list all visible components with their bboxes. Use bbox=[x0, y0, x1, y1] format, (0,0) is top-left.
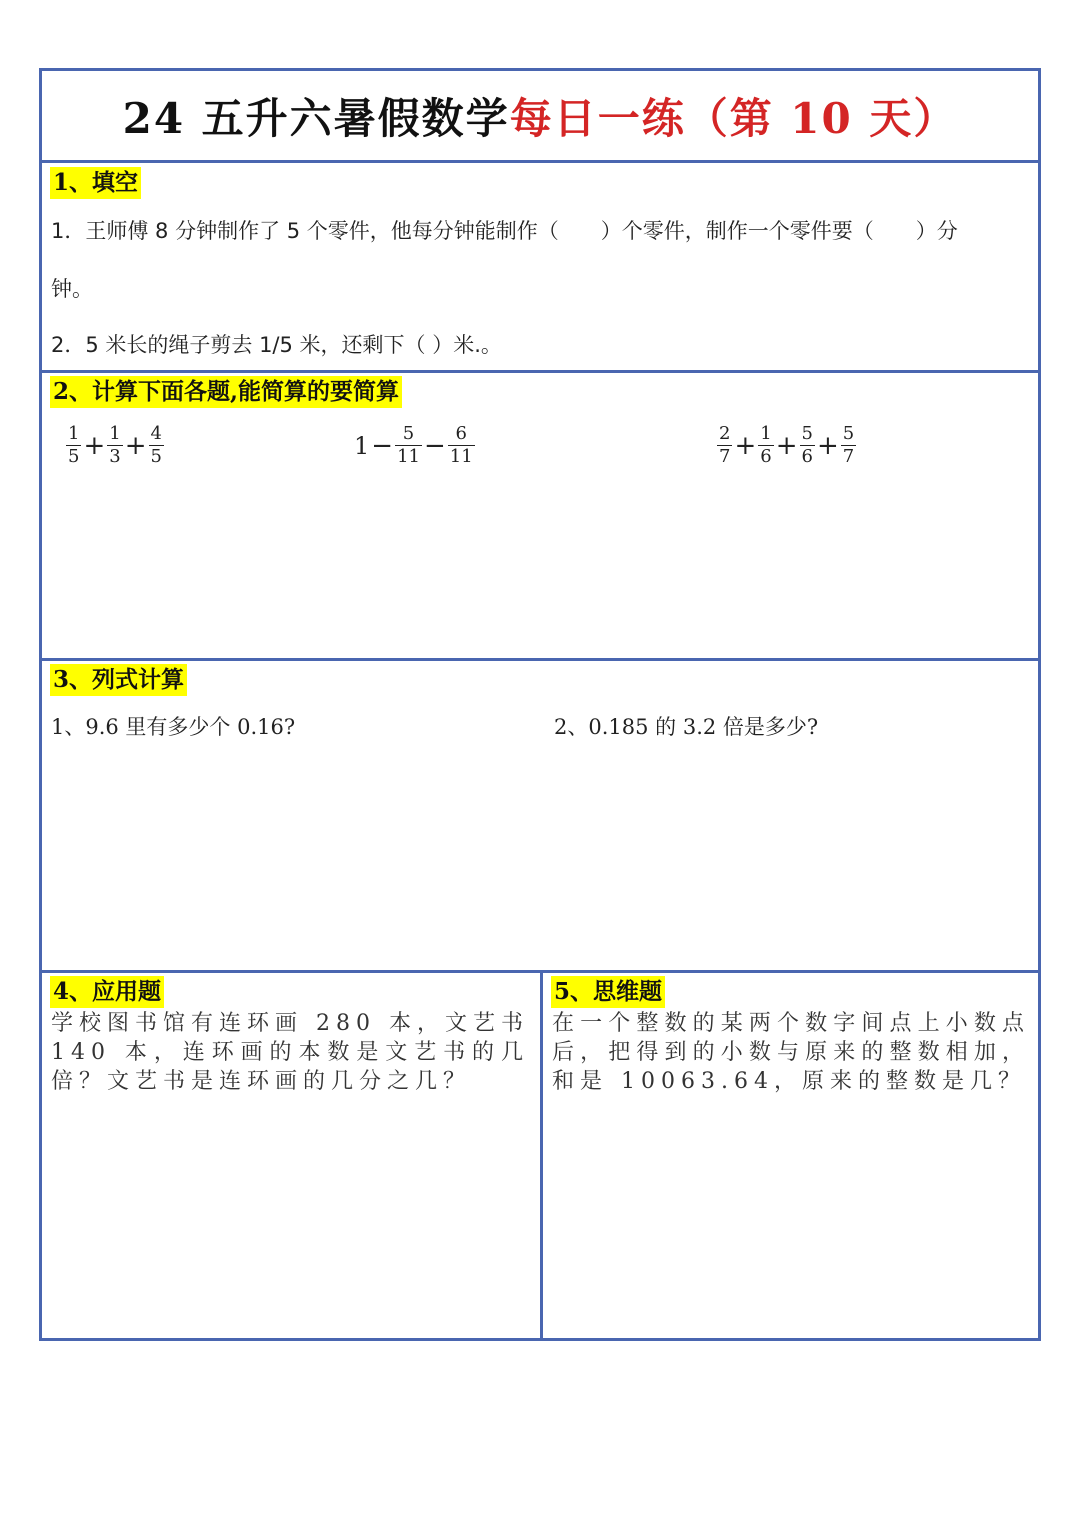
worksheet bbox=[39, 68, 1041, 1341]
question-1-1-cont: 钟。 bbox=[51, 277, 93, 301]
question-3-1: 1、9.6 里有多少个 0.16? bbox=[51, 715, 296, 739]
numerator: 1 bbox=[760, 423, 772, 444]
section-bottom bbox=[42, 973, 1038, 1338]
page-title-highlight: 每日一练（第 10 天） bbox=[509, 93, 958, 143]
fraction bbox=[800, 423, 815, 468]
expression-1 bbox=[66, 423, 164, 468]
plus-sign: + bbox=[775, 430, 798, 461]
numerator: 5 bbox=[801, 423, 813, 444]
title-row bbox=[42, 71, 1038, 163]
fraction bbox=[66, 423, 81, 468]
numerator: 2 bbox=[719, 423, 731, 444]
plus-sign: + bbox=[734, 430, 757, 461]
section-label-5: 5、思维题 bbox=[551, 976, 665, 1008]
section-fill-in bbox=[42, 163, 1038, 373]
fraction bbox=[107, 423, 122, 468]
section-equation bbox=[42, 661, 1038, 973]
denominator: 11 bbox=[449, 446, 473, 467]
fraction bbox=[395, 423, 422, 468]
denominator: 7 bbox=[842, 446, 855, 467]
minus-sign: − bbox=[371, 430, 394, 461]
fraction bbox=[758, 423, 773, 468]
denominator: 5 bbox=[68, 446, 80, 467]
whole-number: 1 bbox=[354, 431, 370, 460]
denominator: 11 bbox=[397, 446, 420, 467]
section-label-1: 1、填空 bbox=[50, 167, 141, 199]
denominator: 3 bbox=[109, 446, 121, 467]
section-label-2: 2、计算下面各题,能简算的要简算 bbox=[50, 376, 402, 408]
expression-3 bbox=[717, 423, 856, 468]
plus-sign: + bbox=[124, 430, 147, 461]
plus-sign: + bbox=[816, 430, 839, 461]
denominator: 6 bbox=[801, 446, 813, 467]
section-label-3: 3、列式计算 bbox=[50, 664, 187, 696]
fraction bbox=[149, 423, 164, 468]
denominator: 6 bbox=[760, 446, 772, 467]
question-4-text: 学校图书馆有连环画 280 本，文艺书 140 本，连环画的本数是文艺书的几倍？文艺书是连环画的几分之几？ bbox=[51, 1011, 529, 1094]
plus-sign: + bbox=[83, 430, 106, 461]
question-3-2: 2、0.185 的 3.2 倍是多少? bbox=[554, 715, 819, 739]
question-5-text: 在一个整数的某两个数字间点上小数点后，把得到的小数与原来的整数相加，和是 10063.64，原来的整数是几？ bbox=[552, 1011, 1030, 1094]
numerator: 6 bbox=[455, 423, 467, 444]
question-1-2: 2．5 米长的绳子剪去 1/5 米，还剩下（ ）米.。 bbox=[51, 333, 502, 357]
section-label-4: 4、应用题 bbox=[50, 976, 164, 1008]
fraction bbox=[841, 423, 856, 468]
expression-2 bbox=[354, 423, 475, 468]
denominator: 7 bbox=[719, 446, 731, 467]
question-1-1: 1．王师傅 8 分钟制作了 5 个零件，他每分钟能制作（ ）个零件，制作一个零件要（ ）分 bbox=[51, 219, 958, 243]
denominator: 5 bbox=[150, 446, 162, 467]
numerator: 1 bbox=[109, 423, 121, 444]
numerator: 5 bbox=[402, 423, 415, 444]
section-calculation bbox=[42, 373, 1038, 661]
column-divider bbox=[540, 973, 543, 1338]
numerator: 4 bbox=[150, 423, 162, 444]
page-title: 24 五升六暑假数学 bbox=[122, 93, 510, 143]
numerator: 1 bbox=[68, 423, 80, 444]
fraction bbox=[717, 423, 732, 468]
minus-sign: − bbox=[423, 430, 446, 461]
numerator: 5 bbox=[842, 423, 855, 444]
fraction bbox=[448, 423, 475, 468]
